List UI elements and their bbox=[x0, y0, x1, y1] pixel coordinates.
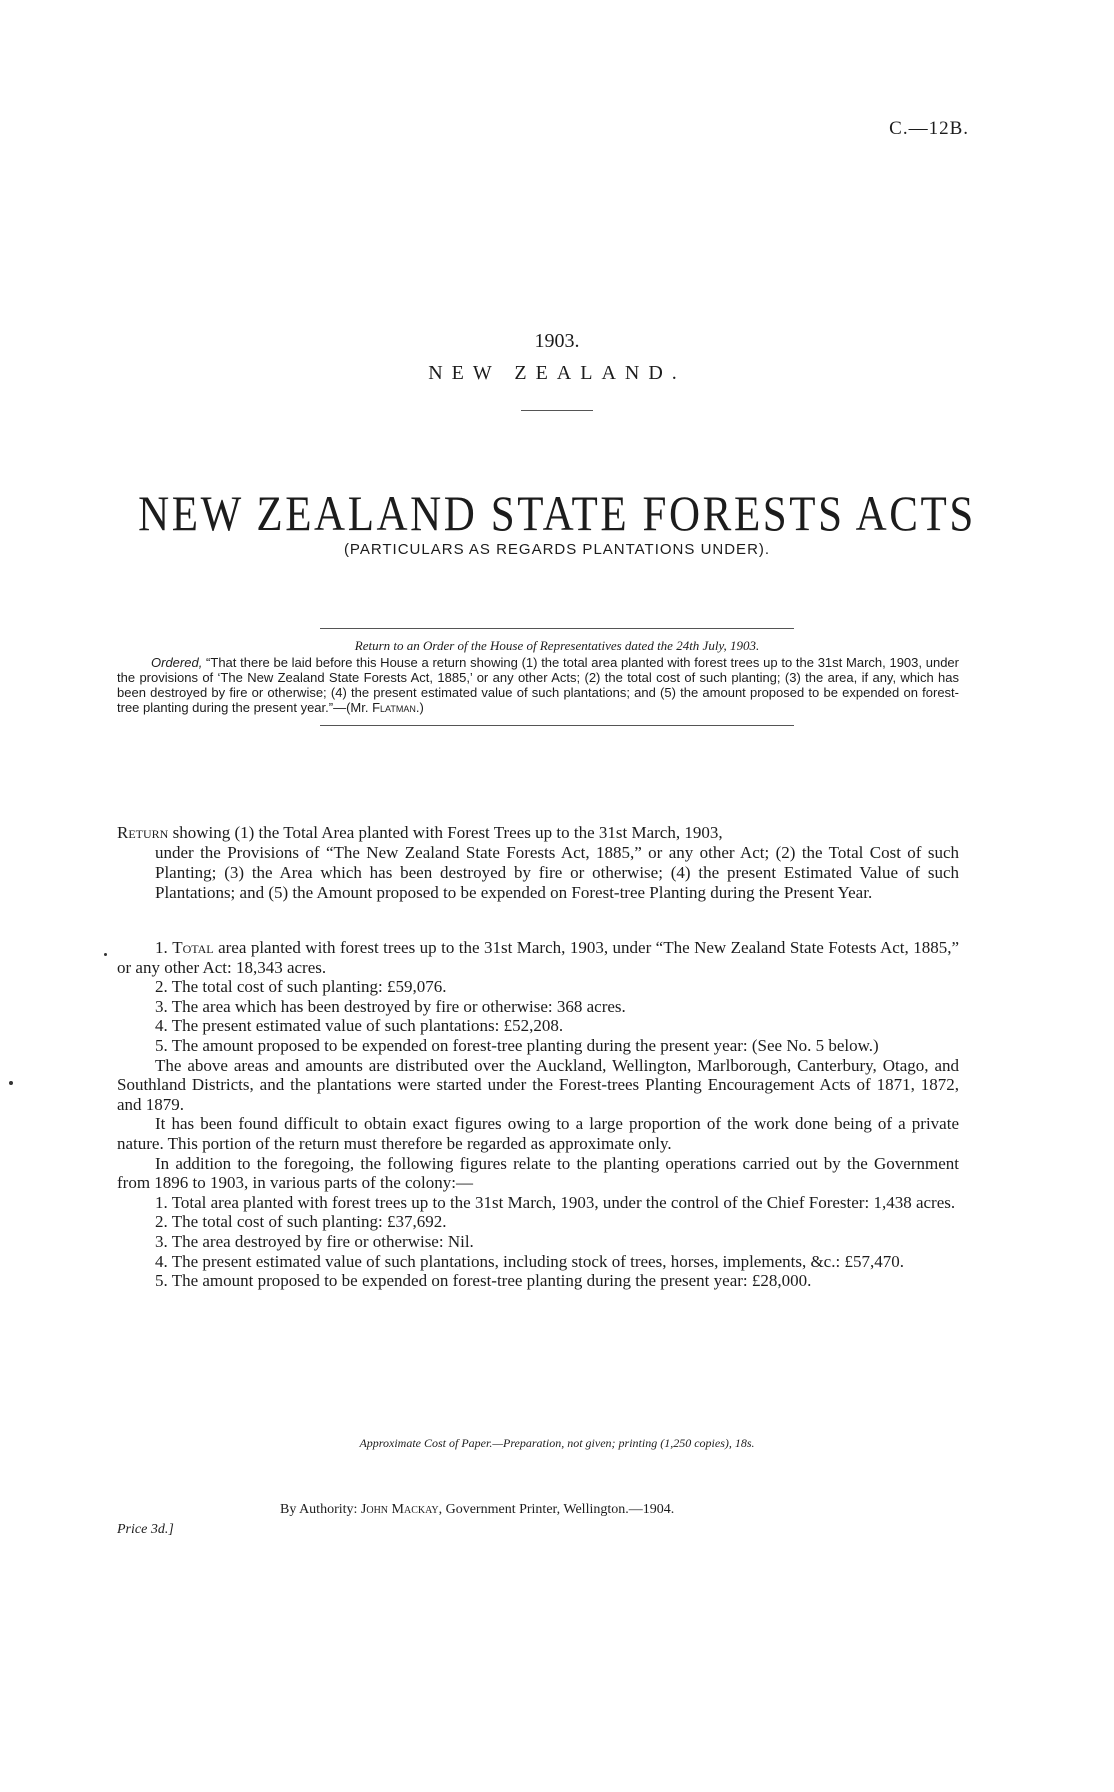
paragraph: In addition to the foregoing, the following figures relate to the planting operations carried out by the Government from 1896 to 1903, in various parts of the colony:— bbox=[117, 1153, 959, 1193]
divider-order-top bbox=[320, 628, 794, 629]
list-item: 4. The present estimated value of such plantations, including stock of trees, horses, implements, &c.: £57,470. bbox=[155, 1251, 904, 1271]
return-heading-rest: under the Provisions of “The New Zealand State Forests Act, 1885,” or any other Act; (2) the Total Cost of such Planting; (3) the Area which has been destroyed by fire or otherwise; (4) the present Estimated Value of such Plantations; and (5) the Amount proposed to be expended on Forest-tree Planting during the Present Year. bbox=[155, 843, 959, 902]
return-body bbox=[117, 938, 959, 1291]
list-item: 2. The total cost of such planting: £37,692. bbox=[155, 1212, 447, 1232]
document-reference: C.—12B. bbox=[889, 118, 969, 139]
document-subtitle: (PARTICULARS AS REGARDS PLANTATIONS UNDER). bbox=[343, 541, 771, 558]
paper-cost-note: Approximate Cost of Paper.—Preparation, not given; printing (1,250 copies), 18s. bbox=[359, 1436, 755, 1450]
list-item: 5. The amount proposed to be expended on forest-tree planting during the present year: £28,000. bbox=[155, 1271, 812, 1291]
list-item: 2. The total cost of such planting: £59,076. bbox=[155, 977, 447, 997]
price-note: Price 3d.] bbox=[117, 1522, 174, 1537]
scan-mark bbox=[104, 953, 107, 956]
return-heading-line1: showing (1) the Total Area planted with Forest Trees up to the 31st March, 1903, bbox=[168, 823, 723, 842]
country-heading: NEW ZEALAND. bbox=[428, 362, 686, 384]
divider-order-bottom bbox=[320, 725, 794, 726]
printer-details: , Government Printer, Wellington.—1904. bbox=[438, 1502, 675, 1517]
item-lead: Total bbox=[172, 938, 214, 957]
order-heading: Return to an Order of the House of Representatives dated the 24th July, 1903. bbox=[354, 638, 760, 653]
divider-short bbox=[521, 410, 593, 411]
printer-imprint bbox=[280, 1502, 674, 1518]
order-closing: .) bbox=[415, 700, 424, 715]
list-item: 3. The area destroyed by fire or otherwise: Nil. bbox=[155, 1231, 474, 1251]
list-item bbox=[117, 938, 959, 977]
order-mover: Flatman bbox=[372, 700, 416, 715]
paragraph: The above areas and amounts are distributed over the Auckland, Wellington, Marlborough, Canterbury, Otago, and Southland Districts, and the plantations were started under the Forest-trees Planting Encouragement Acts of 1871, 1872, and 1879. bbox=[117, 1055, 959, 1114]
list-item: 4. The present estimated value of such plantations: £52,208. bbox=[155, 1016, 564, 1036]
order-quote: “That there be laid before this House a return showing (1) the total area planted with forest trees up to the 31st March, 1903, under the provisions of ‘The New Zealand State Forests Act, 1885,’ or any other Acts; (2) the total cost of such planting; (3) the area, if any, which has been destroyed by fire or otherwise; (4) the present estimated value of such plantations; and (5) the amount proposed to be expended on forest-tree planting during the present year.”—(Mr. bbox=[117, 655, 959, 715]
return-heading-lead: Return bbox=[117, 823, 169, 842]
list-item: 3. The area which has been destroyed by fire or otherwise: 368 acres. bbox=[155, 996, 626, 1016]
paragraph: It has been found difficult to obtain exact figures owing to a large proportion of the work done being of a private nature. This portion of the return must therefore be regarded as approximate only. bbox=[117, 1114, 959, 1153]
list-item: 5. The amount proposed to be expended on forest-tree planting during the present year: (See No. 5 below.) bbox=[155, 1035, 879, 1055]
document-title: NEW ZEALAND STATE FORESTS ACTS bbox=[138, 485, 976, 541]
item-number: 1. bbox=[155, 938, 173, 957]
item-text: area planted with forest trees up to the 31st March, 1903, under “The New Zealand State Fotests Act, 1885,” or any other Act: 18,343 acres. bbox=[117, 938, 960, 977]
return-heading bbox=[117, 823, 959, 903]
list-item: 1. Total area planted with forest trees up to the 31st March, 1903, under the control of the Chief Forester: 1,438 acres. bbox=[155, 1192, 956, 1212]
document-year: 1903. bbox=[534, 330, 580, 352]
scan-mark bbox=[9, 1081, 13, 1085]
printer-name: John Mackay bbox=[360, 1502, 439, 1517]
authority-label: By Authority: bbox=[280, 1502, 361, 1517]
order-text bbox=[117, 655, 959, 715]
ordered-label: Ordered, bbox=[151, 655, 203, 670]
